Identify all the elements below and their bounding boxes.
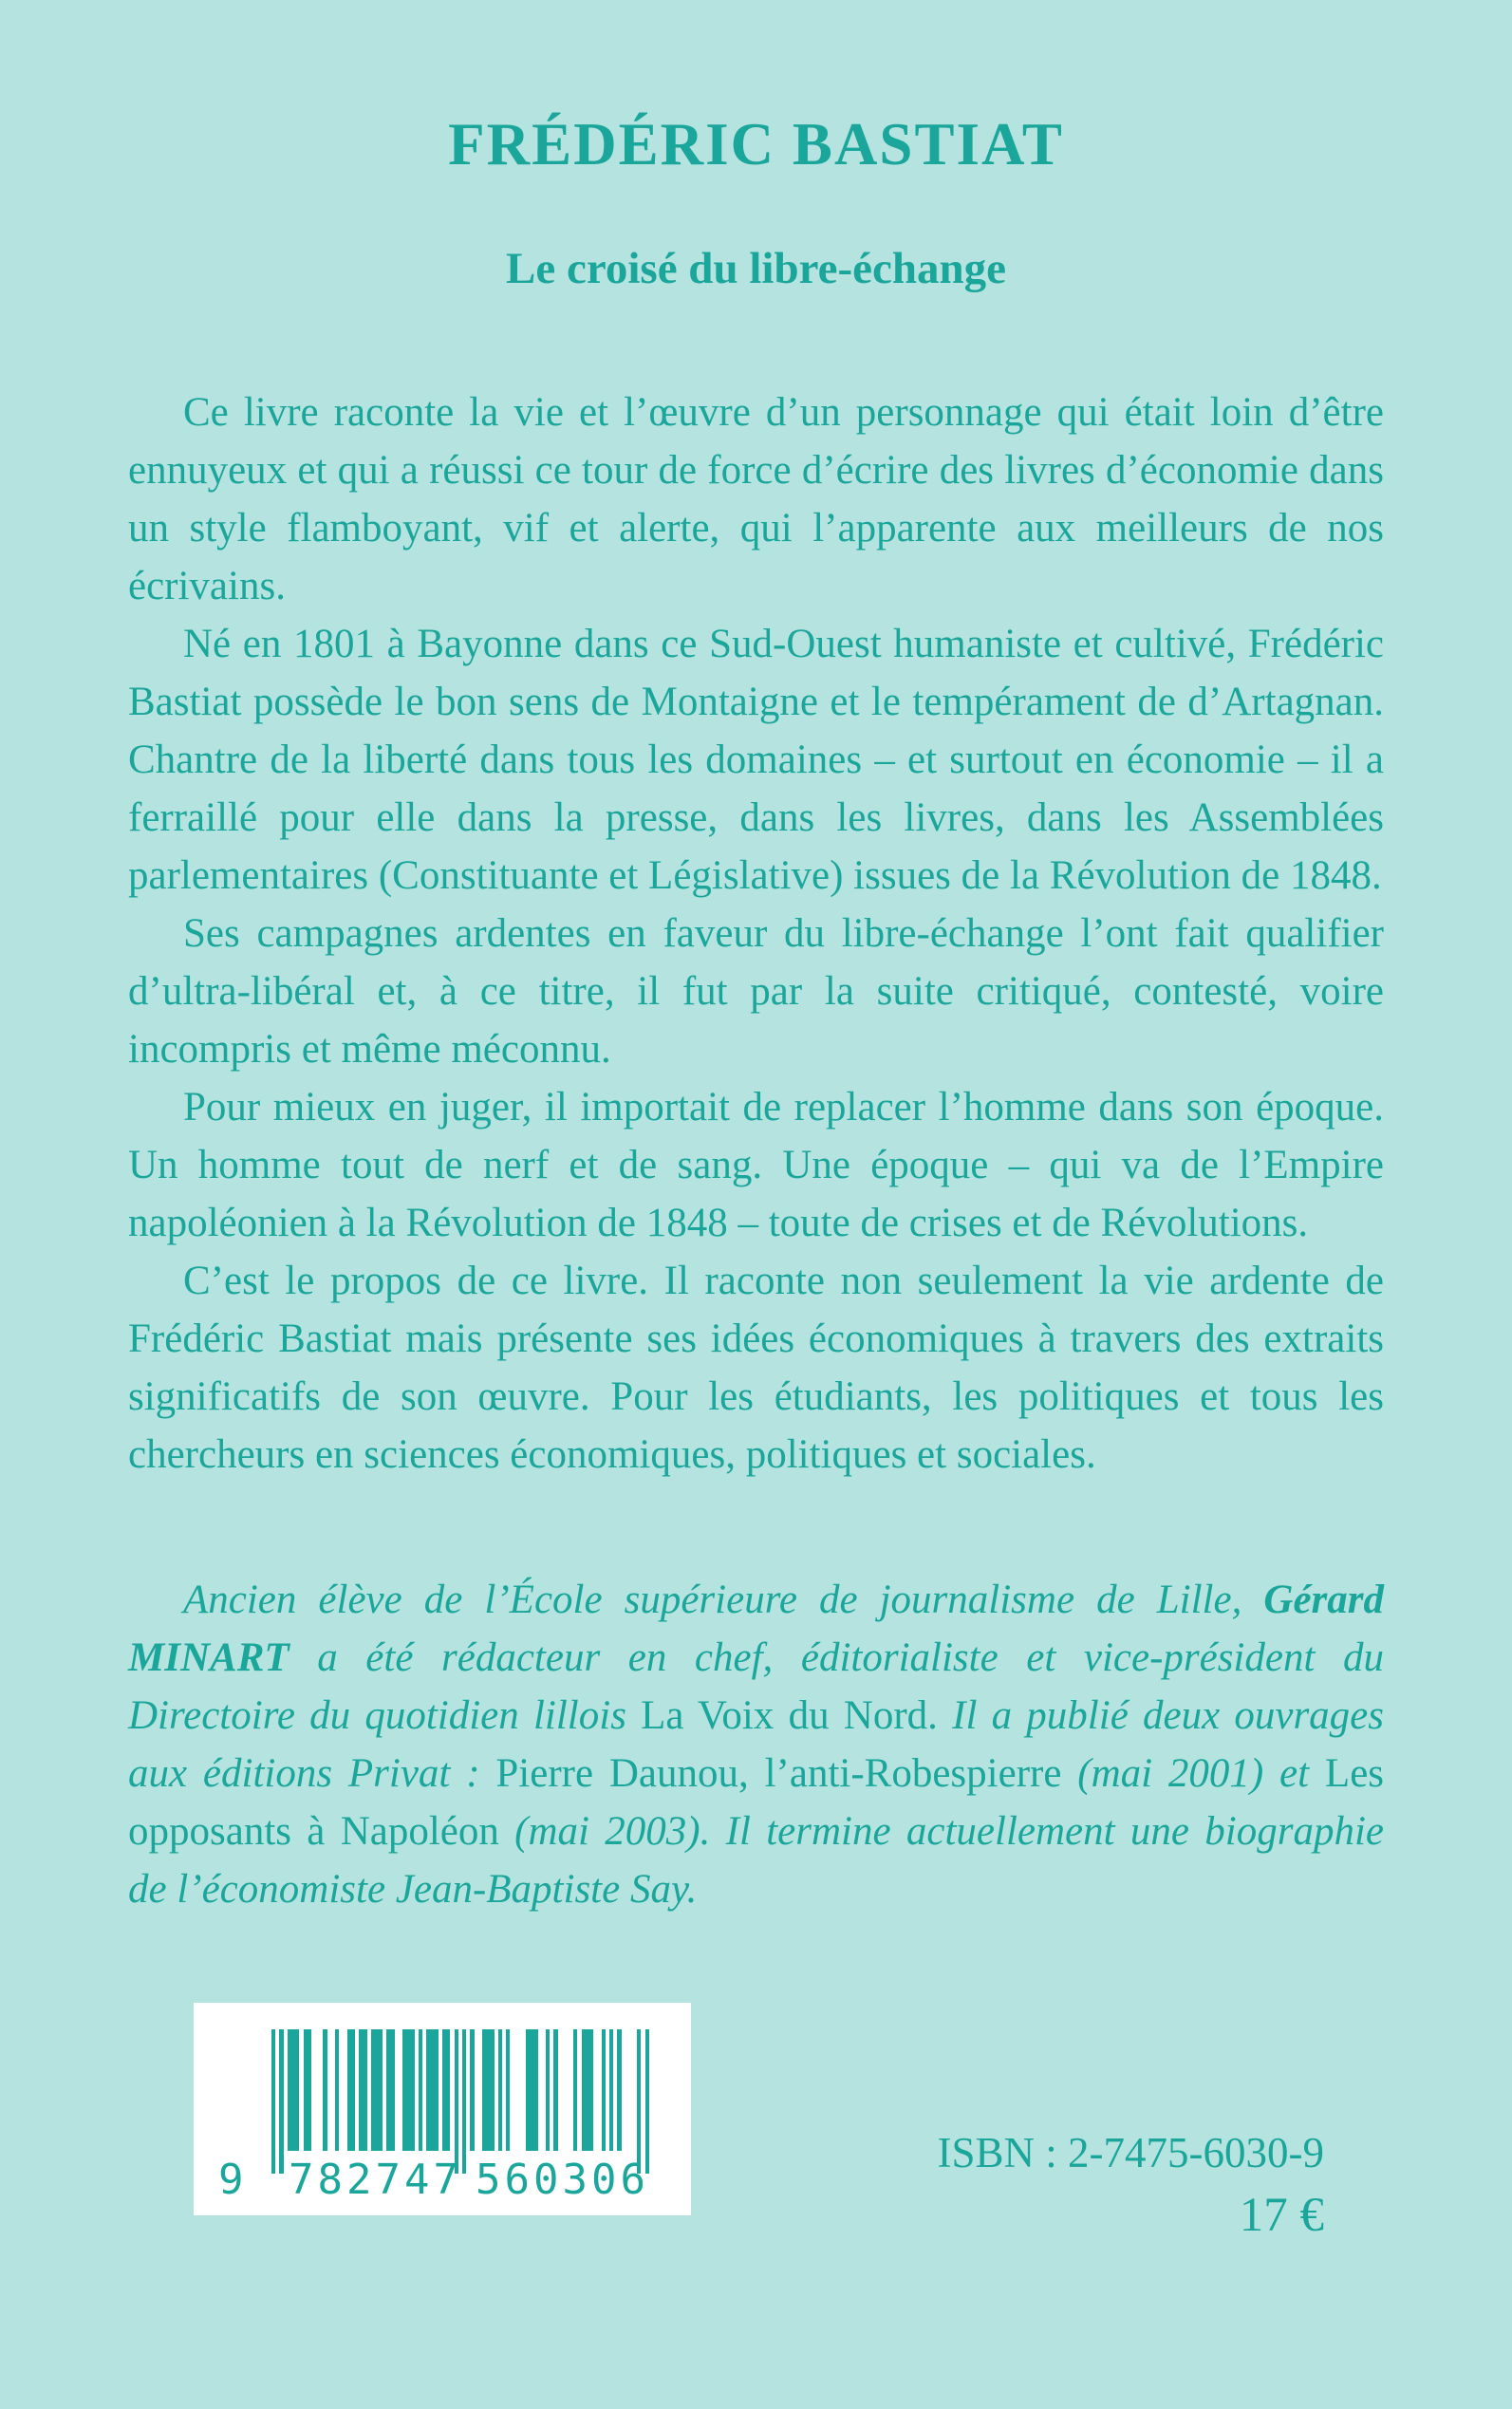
synopsis-paragraph: Ce livre raconte la vie et l’œuvre d’un personnage qui était loin d’être ennuyeux et qui a réussi ce tour de force d’écrire des livres d’économie dans un style flamboyant, vif et alerte, qui l’apparente aux meilleurs de nos écrivains. bbox=[128, 390, 1384, 608]
barcode-digits bbox=[194, 2155, 691, 2206]
synopsis bbox=[128, 383, 1384, 1484]
barcode-bars bbox=[271, 2029, 649, 2174]
bio-segment: (mai 2001) et bbox=[1077, 1751, 1325, 1796]
bio-segment: Il a publié deux ouvrages aux éditions Privat : bbox=[128, 1693, 1384, 1796]
synopsis-paragraph: Ses campagnes ardentes en faveur du libre-échange l’ont fait qualifier d’ultra-libéral et, à ce titre, il fut par la suite critiqué, contesté, voire incompris et même méconnu. bbox=[128, 911, 1384, 1072]
bio-segment: La Voix du Nord. bbox=[641, 1693, 953, 1738]
author-bio bbox=[128, 1571, 1384, 1918]
bio-segment: Pierre Daunou, l’anti-Robespierre bbox=[495, 1751, 1078, 1796]
bio-segment: (mai 2003). Il termine actuellement une biographie de l’économiste Jean-Baptiste Say. bbox=[128, 1809, 1384, 1912]
synopsis-paragraph: Pour mieux en juger, il importait de replacer l’homme dans son époque. Un homme tout de nerf et de sang. Une époque – qui va de l’Empire napoléonien à la Révolution de 1848 – toute de crises et de Révolutions. bbox=[128, 1085, 1384, 1245]
bio-segment: Ancien élève de l’École supérieure de journalisme de Lille, bbox=[183, 1578, 1264, 1622]
barcode bbox=[194, 2003, 691, 2215]
barcode-digit-first: 9 bbox=[218, 2156, 244, 2204]
price-text: 17 € bbox=[1239, 2189, 1324, 2242]
barcode-bar bbox=[645, 2029, 649, 2174]
isbn-text: ISBN : 2-7475-6030-9 bbox=[937, 2129, 1324, 2176]
synopsis-paragraph: Né en 1801 à Bayonne dans ce Sud-Ouest humaniste et cultivé, Frédéric Bastiat possède le bon sens de Montaigne et le tempérament de d’Artagnan. Chantre de la liberté dans tous les domaines – et surtout en économie – il a ferraillé pour elle dans la presse, dans les livres, dans les Assemblées parlementaires (Constituante et Législative) issues de la Révolution de 1848. bbox=[128, 622, 1384, 898]
text-column bbox=[128, 383, 1384, 1918]
bio-segment: a été rédacteur en chef, éditorialiste et vice-président du Directoire du quotidien lillois bbox=[128, 1635, 1384, 1738]
book-subtitle: Le croisé du libre-échange bbox=[506, 244, 1006, 293]
bio-segment: Les opposants à Napoléon bbox=[128, 1751, 1385, 1854]
footer bbox=[938, 2126, 1324, 2244]
book-title: FRÉDÉRIC BASTIAT bbox=[448, 111, 1064, 177]
barcode-digits-left-group: 782747 bbox=[289, 2156, 462, 2204]
bio-segment: Gérard MINART bbox=[128, 1578, 1384, 1680]
barcode-digits-right-group: 560306 bbox=[476, 2156, 649, 2204]
synopsis-paragraph: C’est le propos de ce livre. Il raconte non seulement la vie ardente de Frédéric Bastiat mais présente ses idées économiques à travers des extraits significatifs de son œuvre. Pour les étudiants, les politiques et tous les chercheurs en sciences économiques, politiques et sociales. bbox=[128, 1259, 1384, 1477]
